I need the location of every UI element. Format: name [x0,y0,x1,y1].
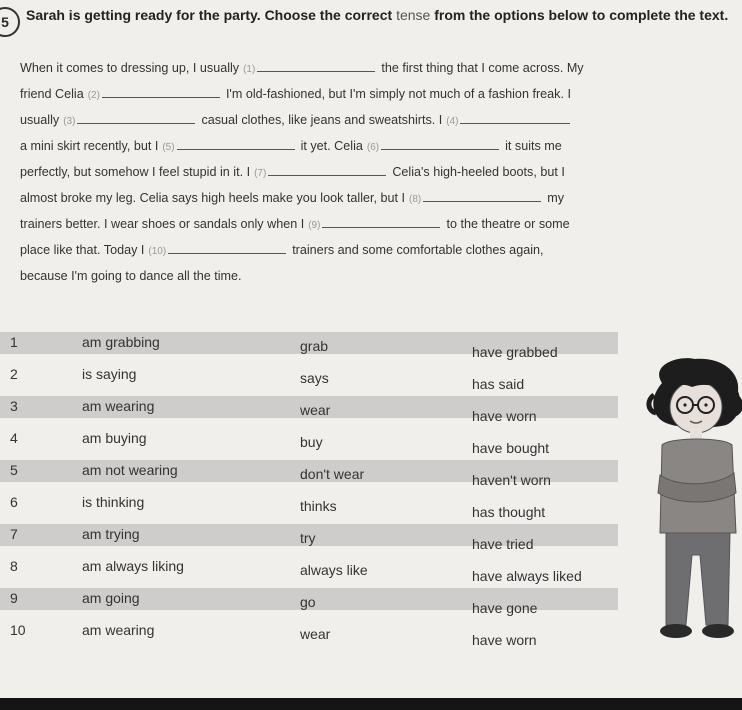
exercise-number: 5 [0,7,20,37]
option-b[interactable]: thinks [300,498,337,514]
option-row [0,362,620,394]
passage-segment: place like that. Today I [20,243,145,257]
option-number: 4 [10,430,18,446]
option-row [0,522,620,554]
option-c[interactable]: have always liked [472,568,582,584]
option-row [0,618,620,650]
gap-blank[interactable] [381,137,499,150]
option-b[interactable]: wear [300,402,331,418]
passage-line [20,266,242,286]
gap-number: (6) [366,142,380,153]
option-c[interactable]: have worn [472,632,537,648]
option-c[interactable]: have worn [472,408,537,424]
passage-segment: trainers better. I wear shoes or sandals only when I [20,217,305,231]
instruction-tense-word: tense [396,7,431,23]
option-a[interactable]: am wearing [82,398,155,414]
option-a[interactable]: am wearing [82,622,155,638]
passage-segment: casual clothes, like jeans and sweatshirts. I [201,113,443,127]
option-b[interactable]: don't wear [300,466,365,482]
gap-number: (10) [148,246,167,257]
option-c[interactable]: haven't worn [472,472,551,488]
passage-segment: the first thing that I come across. My [381,61,584,75]
option-b[interactable]: says [300,370,329,386]
option-b[interactable]: always like [300,562,368,578]
passage-line [20,136,562,156]
passage-line [20,162,565,182]
option-b[interactable]: try [300,530,316,546]
gap-blank[interactable] [423,189,541,202]
option-number: 10 [10,622,26,638]
option-number: 7 [10,526,18,542]
option-b[interactable]: buy [300,434,323,450]
option-c[interactable]: have bought [472,440,550,456]
gap-number: (1) [243,64,256,75]
passage-line [20,84,571,104]
option-number: 8 [10,558,18,574]
option-number: 1 [10,334,18,350]
option-a[interactable]: is thinking [82,494,145,510]
exercise-header [0,2,742,50]
instruction-part1: Sarah is getting ready for the party. Choose the correct [26,7,397,23]
instruction-text [26,6,742,25]
option-b[interactable]: go [300,594,316,610]
passage-segment: my [547,191,565,205]
gap-blank[interactable] [257,59,375,72]
option-b[interactable]: wear [300,626,331,642]
option-row [0,426,620,458]
gap-number: (3) [63,116,76,127]
passage-line [20,58,584,78]
option-a[interactable]: am trying [82,526,140,542]
option-a[interactable]: is saying [82,366,137,382]
option-row [0,330,620,362]
gap-number: (9) [308,220,321,231]
gap-blank[interactable] [168,241,286,254]
option-b[interactable]: grab [300,338,329,354]
bottom-border [0,698,742,710]
gap-blank[interactable] [177,137,295,150]
option-a[interactable]: am always liking [82,558,184,574]
passage-segment: perfectly, but somehow I feel stupid in it. I [20,165,251,179]
gap-number: (7) [254,168,267,179]
girl-illustration [640,355,742,650]
passage-segment: trainers and some comfortable clothes again, [292,243,544,257]
gap-blank[interactable] [77,111,195,124]
passage-segment: When it comes to dressing up, I usually [20,61,240,75]
gap-blank[interactable] [460,111,570,124]
option-row [0,490,620,522]
passage-segment: Celia's high-heeled boots, but I [392,165,565,179]
option-row [0,554,620,586]
passage-segment: usually [20,113,60,127]
passage-segment: almost broke my leg. Celia says high heels make you look taller, but I [20,191,405,205]
option-number: 5 [10,462,18,478]
option-c[interactable]: has thought [472,504,546,520]
gap-number: (8) [409,194,422,205]
passage-segment: a mini skirt recently, but I [20,139,159,153]
option-number: 9 [10,590,18,606]
options-table [0,330,620,660]
option-number: 2 [10,366,18,382]
passage-line [20,214,570,234]
option-row [0,586,620,618]
option-c[interactable]: have tried [472,536,534,552]
passage-line [20,240,544,260]
option-number: 6 [10,494,18,510]
passage-line [20,110,576,130]
option-c[interactable]: have gone [472,600,538,616]
option-a[interactable]: am grabbing [82,334,160,350]
option-a[interactable]: am going [82,590,140,606]
passage-segment: I'm old-fashioned, but I'm simply not much of a fashion freak. I [225,87,571,101]
option-a[interactable]: am buying [82,430,147,446]
passage-segment: it suits me [505,139,562,153]
gap-number: (5) [162,142,175,153]
passage-segment: because I'm going to dance all the time. [20,269,242,283]
passage-segment: it yet. Celia [300,139,363,153]
option-number: 3 [10,398,18,414]
option-a[interactable]: am not wearing [82,462,178,478]
gap-number: (2) [87,90,100,101]
passage-line [20,188,564,208]
passage-segment: friend Celia [20,87,84,101]
gap-blank[interactable] [102,85,220,98]
option-c[interactable]: have grabbed [472,344,558,360]
option-row [0,394,620,426]
instruction-part2: from the options below to complete the text. [430,7,729,23]
passage-segment: to the theatre or some [446,217,570,231]
gap-blank[interactable] [268,163,386,176]
option-row [0,458,620,490]
option-c[interactable]: has said [472,376,525,392]
gap-number: (4) [446,116,459,127]
gap-blank[interactable] [322,215,440,228]
